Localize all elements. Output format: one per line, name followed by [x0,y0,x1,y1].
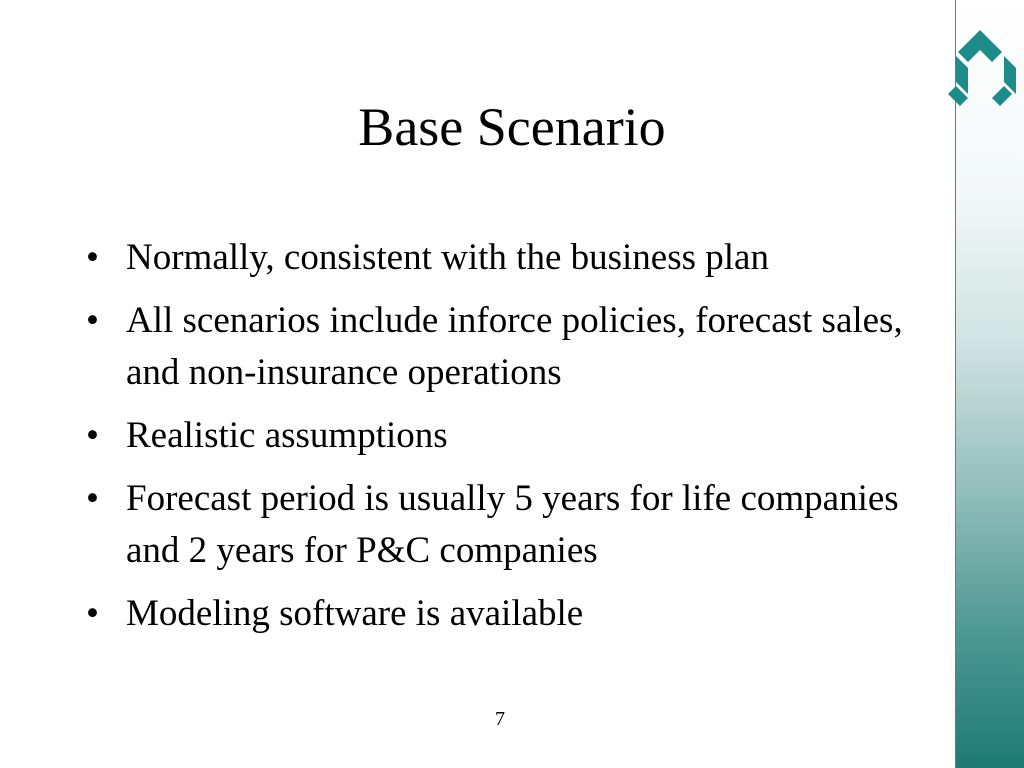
bullet-text: Modeling software is available [126,593,584,634]
bullet-text: All scenarios include inforce policies, forecast sales, and non-insurance operations [126,300,903,393]
bullet-icon: • [86,593,99,634]
bullet-icon: • [86,415,99,456]
bullet-text: Normally, consistent with the business plan [126,237,769,278]
page-number: 7 [495,708,505,730]
list-item [80,473,950,577]
bullet-text: Realistic assumptions [126,415,448,456]
bullet-icon: • [86,300,99,341]
slide-title: Base Scenario [358,97,666,157]
bullet-icon: • [86,478,99,519]
list-item [80,410,950,462]
bullet-icon: • [86,237,99,278]
list-item [80,232,950,284]
bullet-text: Forecast period is usually 5 years for life companies and 2 years for P&C companies [126,478,899,571]
teal-diamond-logo-icon [940,28,1020,108]
list-item [80,588,950,640]
list-item [80,295,950,399]
bullet-list [80,232,950,651]
